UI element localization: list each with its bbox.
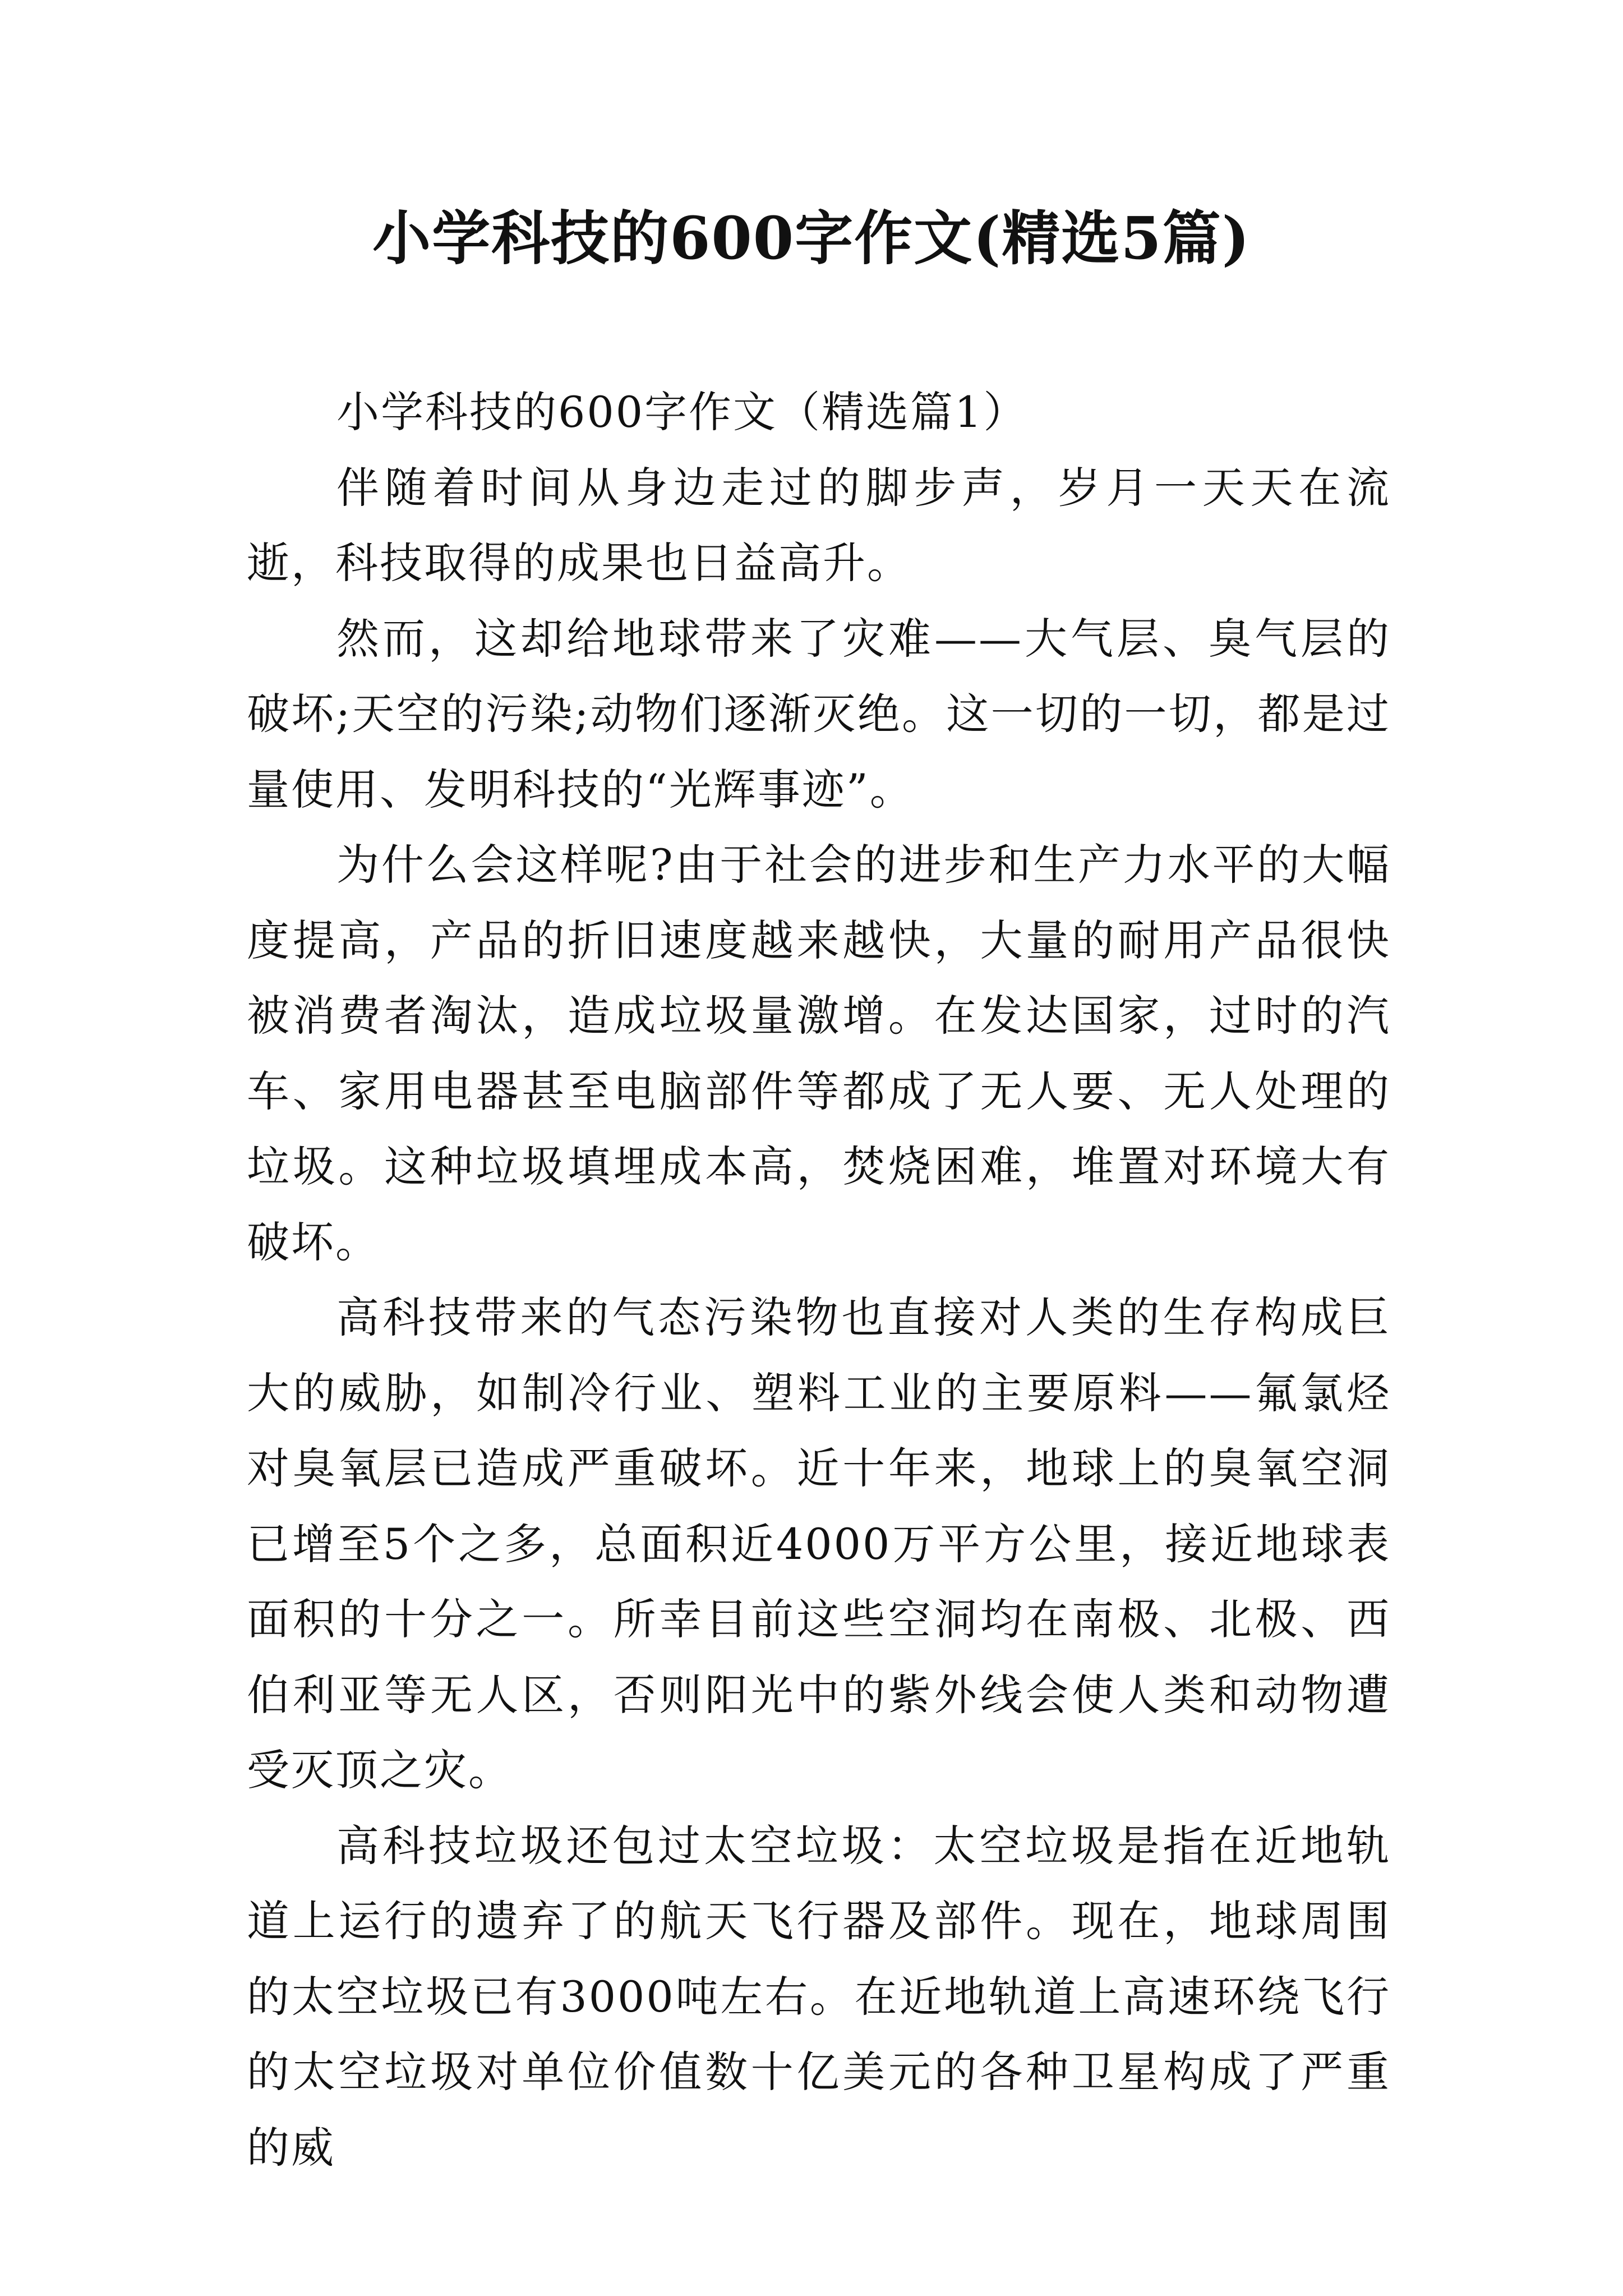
paragraph-5: 高科技垃圾还包过太空垃圾：太空垃圾是指在近地轨道上运行的遗弃了的航天飞行器及部件。现在，地球周围的太空垃圾已有3000吨左右。在近地轨道上高速环绕飞行的太空垃圾对单位价值数十亿美元的各种卫星构成了严重的威 <box>247 1820 1391 2173</box>
paragraph-2: 然而，这却给地球带来了灾难——大气层、臭气层的破坏;天空的污染;动物们逐渐灭绝。这一切的一切，都是过量使用、发明科技的“光辉事迹”。 <box>247 613 1391 815</box>
paragraph-1: 伴随着时间从身边走过的脚步声，岁月一天天在流逝，科技取得的成果也日益高升。 <box>247 462 1391 588</box>
paragraph-3: 为什么会这样呢?由于社会的进步和生产力水平的大幅度提高，产品的折旧速度越来越快，大量的耐用产品很快被消费者淘汰，造成垃圾量激增。在发达国家，过时的汽车、家用电器甚至电脑部件等都成了无人要、无人处理的垃圾。这种垃圾填埋成本高，焚烧困难，堆置对环境大有破坏。 <box>247 840 1391 1267</box>
section-heading: 小学科技的600字作文（精选篇1） <box>336 387 1028 437</box>
document-body <box>247 375 1391 2185</box>
document-title: 小学科技的600字作文(精选5篇) <box>372 204 1251 273</box>
paragraph-4: 高科技带来的气态污染物也直接对人类的生存构成巨大的威胁，如制冷行业、塑料工业的主要原料——氟氯烃对臭氧层已造成严重破坏。近十年来，地球上的臭氧空洞已增至5个之多，总面积近4000万平方公里，接近地球表面积的十分之一。所幸目前这些空洞均在南极、北极、西伯利亚等无人区，否则阳光中的紫外线会使人类和动物遭受灭顶之灾。 <box>247 1292 1391 1795</box>
